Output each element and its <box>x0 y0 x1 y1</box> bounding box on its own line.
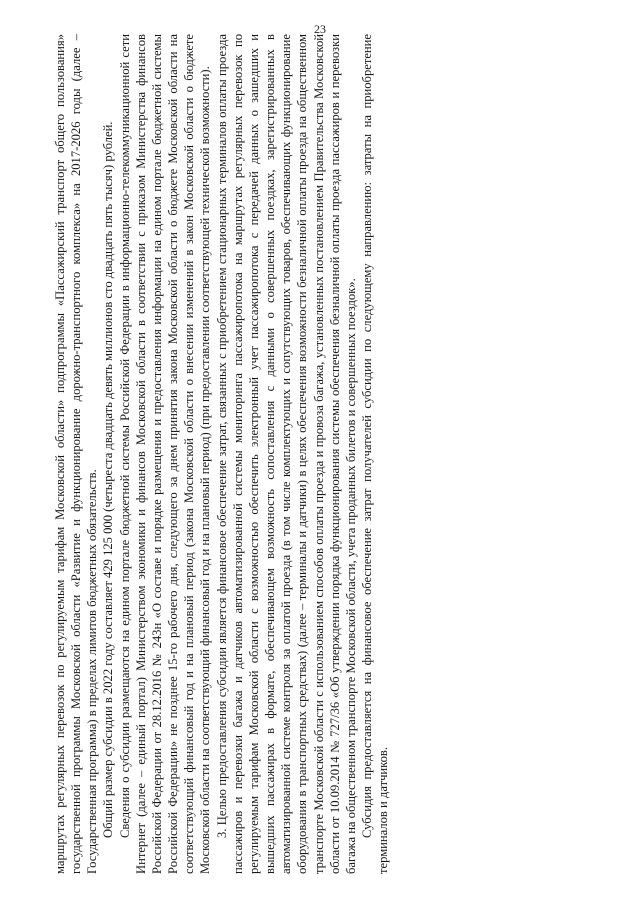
paragraph-4: 3. Целью предоставления субсидии является финансовое обеспечение затрат, связанных с приобретением стационарных терминалов оплаты проезда пассажиров и перевозки багажа и датчиков автоматизированной системы мониторинга пассажиропотока на маршрутах регулярных перевозок по регулируемым тарифам Московской области с возможностью обеспечить электронный учет пассажиропотока с передачей данных о зашедших и вышедших пассажирах в формате, обеспечивающем возможность сопоставления с данными о совершенных поездках, зарегистрированных в автоматизированной системе контроля за оплатой проезда (в том числе комплектующих и сопутствующих товаров, обеспечивающих функционирование оборудования в транспортных средствах) (далее – терминалы и датчики) в целях обеспечения возможности безналичной оплаты проезда на общественном транспорте Московской области с использованием способов оплаты проезда и провоза багажа, установленных постановлением Правительства Московской области от 10.09.2014 № 727/36 «Об утверждении порядка функционирования системы обеспечения безналичной оплаты проезда пассажиров и перевозки багажа на общественном транспорте Московской области, учета проданных билетов и совершенных поездок». <box>214 34 358 874</box>
paragraph-3: Сведения о субсидии размещаются на едином портале бюджетной системы Российской Федерации в информационно-телекоммуникационной сети Интернет (далее – единый портал) Министерством экономики и финансов Московской области в соответствии с приказом Министерства финансов Российской Федерации от 28.12.2016 № 243н «О составе и порядке размещения и предоставления информации на едином портале бюджетной системы Российской Федерации» не позднее 15-го рабочего дня, следующего за днем принятия закона Московской области о бюджете Московской области на соответствующий финансовый год и на плановый период (закона Московской области о внесении изменений в закон Московской области о бюджете Московской области на соответствующий финансовый год и на плановый период) (при предоставлении соответствующей технической возможности). <box>117 34 213 874</box>
paragraph-2: Общий размер субсидии в 2022 году составляет 429 125 000 (четыреста двадцать девять миллионов сто двадцать пять тысяч) рублей. <box>101 121 116 838</box>
rotated-page-body <box>52 34 604 874</box>
paragraph-1: маршрутах регулярных перевозок по регулируемым тарифам Московской области» подпрограммы «Пассажирский транспорт общего пользования» государственной программы Московской области «Развитие и функционирование дорожно-транспортного комплекса» на 2017-2026 годы (далее – Государственная программа) в пределах лимитов бюджетных обязательств. <box>53 34 100 874</box>
page-number: 23 <box>314 22 326 36</box>
document-text <box>52 34 391 874</box>
paragraph-5: Субсидия предоставляется на финансовое обеспечение затрат получателей субсидии по следующему направлению: затраты на приобретение терминалов и датчиков. <box>359 34 391 874</box>
